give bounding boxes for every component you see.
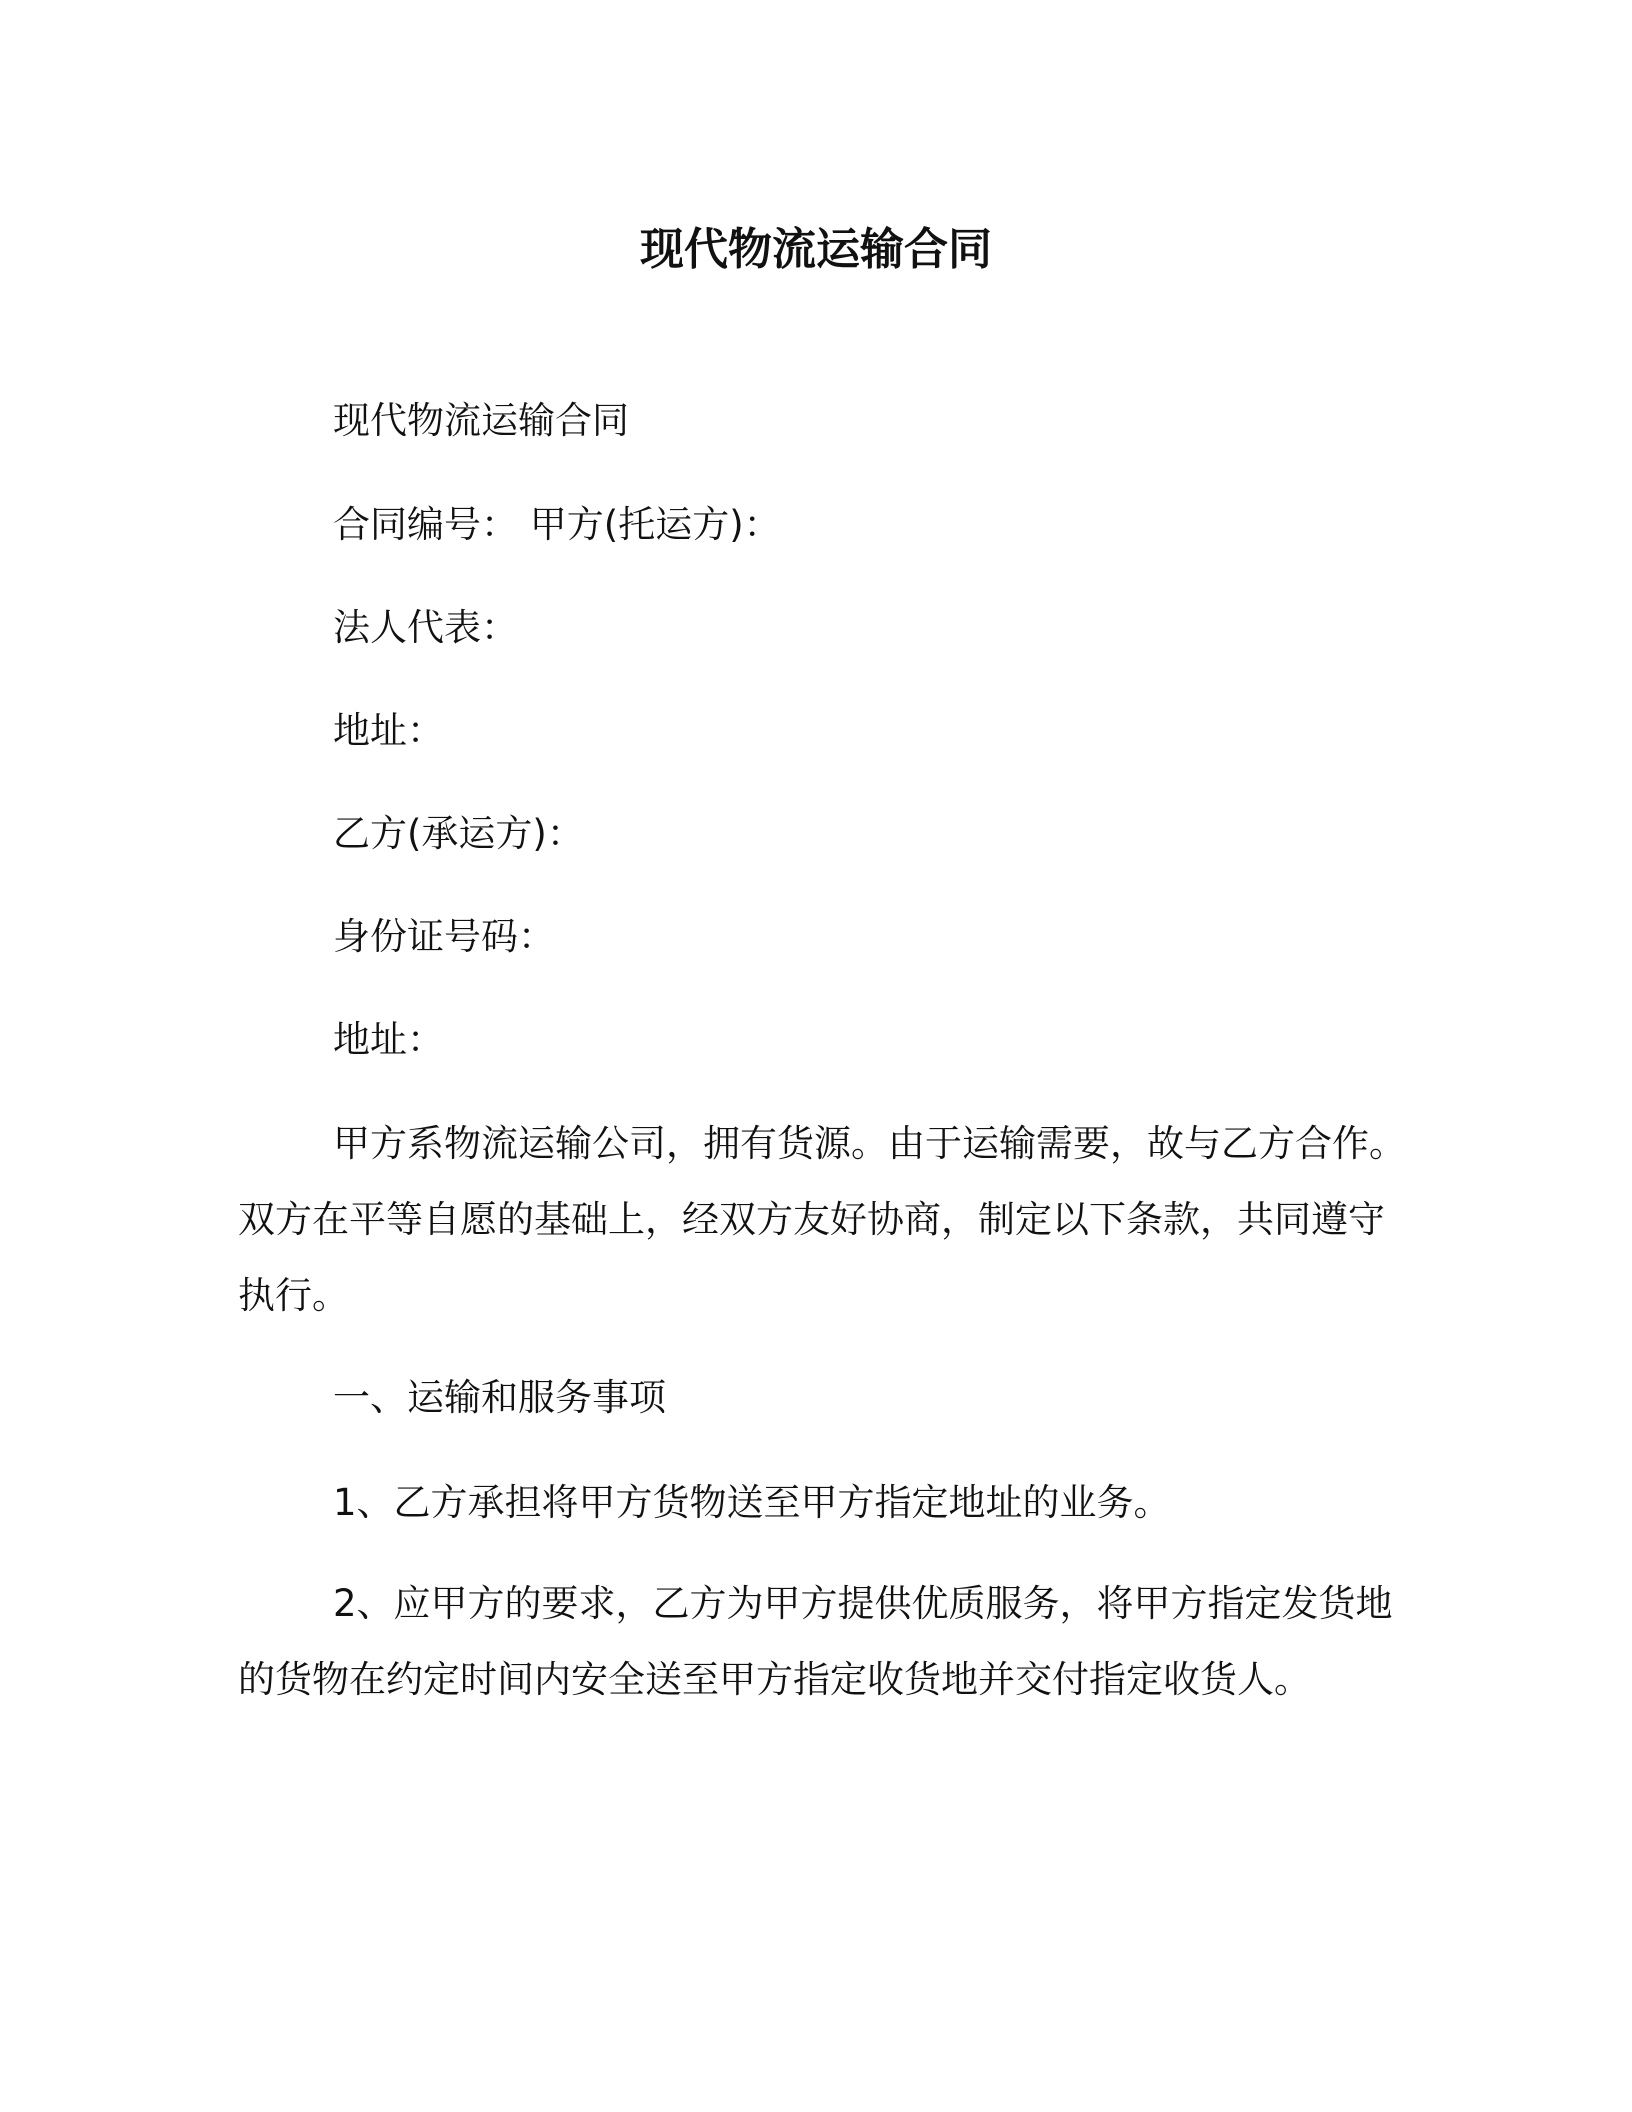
party-b-address-line: 地址： [333,1018,444,1061]
id-number-line: 身份证号码： [333,915,555,958]
contract-number-party-a-line: 合同编号： 甲方(托运方)： [333,503,781,546]
clause-1: 1、乙方承担将甲方货物送至甲方指定地址的业务。 [333,1481,1171,1524]
section-1-heading: 一、运输和服务事项 [333,1376,666,1419]
legal-representative-line: 法人代表： [333,606,518,649]
clause-2: 2、应甲方的要求，乙方为甲方提供优质服务，将甲方指定发货地的货物在约定时间内安全送至甲方指定收货地并交付指定收货人。 [238,1582,1393,1701]
party-b-line: 乙方(承运方)： [333,812,584,855]
party-a-address-line: 地址： [333,709,444,752]
document-title: 现代物流运输合同 [640,224,992,275]
intro-paragraph: 甲方系物流运输公司，拥有货源。由于运输需要，故与乙方合作。双方在平等自愿的基础上，经双方友好协商，制定以下条款，共同遵守执行。 [238,1122,1406,1317]
contract-name-line: 现代物流运输合同 [333,399,629,442]
